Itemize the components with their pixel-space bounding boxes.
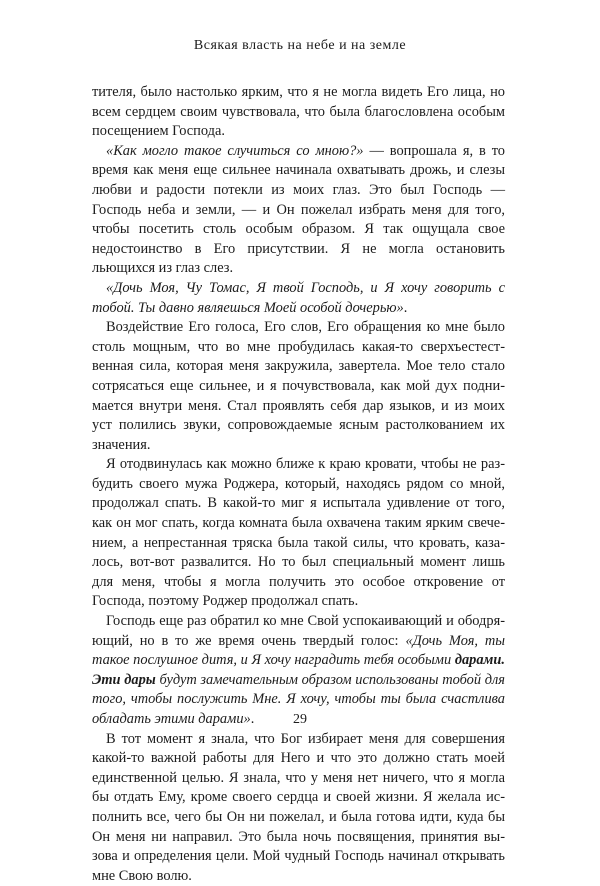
paragraph xyxy=(92,279,505,318)
text-run: дарами. Эти дары xyxy=(92,652,505,688)
text-run: Я отодвинулась как можно ближе к краю кровати, чтобы не разбудить своего мужа Роджера, который, находясь рядом со мной, продолжал спать. В какой-то миг я испытала удивление от того, как он мог спать, когда комната была охвачена таким ярким свечением, а непрестанная тряска была такой силы, что кровать, казалось, вот-вот развалится. Но то был специальный момент лишь для меня, чтобы я могла получить это особое откровение от Господа, поэтому Роджер продолжал спать. xyxy=(92,456,505,610)
text-run: «Дочь Моя, ты такое послушное дитя, и Я хочу наградить тебя особыми xyxy=(92,632,505,669)
running-header: Всякая власть на небе и на земле xyxy=(193,38,407,53)
text-run: «Как могло такое случиться со мною?» xyxy=(106,142,364,159)
text-run: Господь еще раз обратил ко мне Свой успокаивающий и ободряющий, но в то же время очень твердый голос: xyxy=(92,613,505,649)
text-run: Воздействие Его голоса, Его слов, Его обращения ко мне было столь мощным, что во мне пробудилась какая-то сверхъестественная сила, которая меня закружила, завертела. Мое тело стало сотрясаться еще сильнее, и я почувствовала, как мой дух поднимается внутри меня. Стал проявлять себя дар языков, и из моих уст полились звуки, сопровождаемые ясным растолкованием их значения. xyxy=(92,319,505,453)
text-run: . xyxy=(250,711,255,727)
text-run: — вопрошала я, в то время как меня еще сильнее начинала охватывать дрожь, и слезы любви и радости потекли из моих глаз. Это был Господь — Господь неба и земли, — и Он пожелал избрать меня для того, чтобы посетить столь особым образом. Я так ощущала свое недостоинство в Его присутствии. Я не могла остановить льющихся из глаз слез. xyxy=(92,142,505,277)
paragraph xyxy=(92,730,505,886)
text-run: . xyxy=(403,299,408,316)
text-run: «Дочь Моя, Чу Томас, Я твой Господь, и Я хочу говорить с тобой. Ты давно являешься Моей особой дочерью» xyxy=(92,279,505,316)
body-text xyxy=(92,83,505,886)
text-run: будут замечательным образом использованы тобой для того, чтобы послужить Мне. Я хочу, чтобы ты была счастлива обладать этими дарами» xyxy=(92,671,505,727)
paragraph xyxy=(92,142,505,279)
paragraph xyxy=(92,83,505,142)
text-run: В тот момент я знала, что Бог избирает меня для совершения какой-то важной работы для Него и что это должно стать моей единственной целью. Я знала, что у меня нет ничего, что я могла бы отдать Ему, кроме своего сердца и своей жизни. Я желала исполнить все, чего бы Он ни пожелал, и была готова идти, куда бы Он меня ни направил. Это была ночь посвящения, принятия вызова и определения цели. Мой чудный Господь начинал открывать мне Свою волю. xyxy=(92,730,505,884)
paragraph xyxy=(92,318,505,455)
page-number: 29 xyxy=(293,712,307,727)
paragraph xyxy=(92,455,505,612)
text-run: тителя, было настолько ярким, что я не могла видеть Его лица, но всем сердцем своим чувствовала, что была благословлена особым посещением Господа. xyxy=(92,84,505,140)
